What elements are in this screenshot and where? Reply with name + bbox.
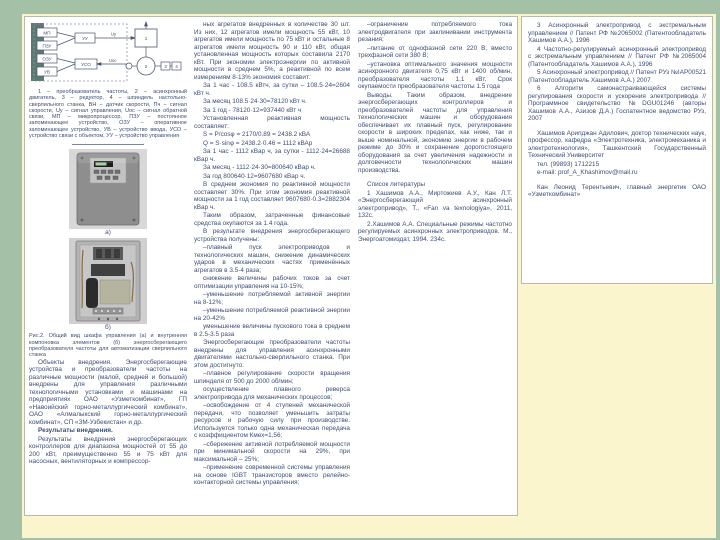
paragraph: 5 Асинхронный электропривод // Патент РУз №IAP00521 (Патентообладатель Хашимов А.А.) 2007: [528, 69, 706, 84]
svg-text:Uос: Uос: [109, 58, 117, 63]
paragraph: –уменьшение потребляемой реактивной энергии на 20-42%: [194, 307, 350, 322]
paragraph: тел. (99893) 1712215: [537, 160, 600, 168]
paragraph: уменьшение величины пускового тока в среднем в 2.5-3.5 раза: [194, 323, 350, 338]
photo-cabinet-closed: [69, 149, 147, 229]
paragraph: Q = S·sinφ = 2438.2·0.46 = 1112 кВАр: [203, 139, 313, 147]
svg-text:2: 2: [144, 64, 148, 69]
photo-cabinet-open: [69, 238, 147, 324]
photo-b-wrap: [29, 238, 187, 324]
svg-text:4: 4: [175, 64, 178, 69]
paragraph: –ограничение потребляемого тока электродвигателя при заклинивании инструмента резания;: [358, 21, 512, 43]
paragraph: снижение величины рабочих токов за счет оптимизации управления на 10-15%;: [194, 275, 350, 290]
photo-b-label: б): [105, 324, 111, 332]
paragraph: За месяц - 1112·24·30=800640 кВар ч.: [203, 164, 316, 171]
control-blocks: [75, 33, 97, 69]
svg-text:УУ: УУ: [82, 36, 88, 41]
paragraph: –сбережение активной потребляемой мощности при минимальной скорости на 29%, при максимальной – 25%;: [194, 440, 350, 463]
svg-text:МП: МП: [43, 30, 51, 36]
column-1-text: [29, 359, 187, 466]
signal-labels: [109, 32, 117, 64]
photo-a-wrap: [29, 149, 187, 229]
paragraph: Кан Леонид Терентьевич, главный энергетик ОАО «Узметкомбинат»: [528, 183, 706, 198]
paragraph: За месяц 108.5·24·30=78120 кВт ч.: [203, 98, 307, 105]
paragraph: [528, 178, 706, 183]
divider-line: [72, 144, 144, 145]
column-3: [358, 21, 512, 511]
page-left: [24, 16, 518, 516]
column-2: [194, 21, 350, 511]
paragraph: 6 Алгоритм самонастраивающейся системы регулирования скорости и ускорения электропривода // Программное свидетельство №DGU01246 (авторы Хашимов А.А., Азизов Д.А.) Госпатентное ведомство РУз, 2007: [528, 85, 706, 122]
figure2-caption: Рис.2. Общий вид шкафа управления (а) и внутренняя компоновка элементов (б) энергосберегающего преобразователя частоты для автоматизации сверлильного станка: [29, 333, 187, 359]
paragraph: За 1 час - 108.5 кВтч, за сутки – 108.5·24=2604 кВт ч.: [194, 82, 350, 97]
paragraph: 4 Частотно-регулируемый асинхронный электропривод с экстремальным управлением // Патент РФ №2065004 (Патентообладатель Хашимов А.А.), 1996: [528, 45, 706, 68]
paragraph: –применение современной системы управления на основе IGBT транзисторов вместо релейно-контакторной системы управления;: [194, 464, 350, 486]
paragraph: Результаты внедрения.: [38, 427, 113, 435]
paragraph: [358, 175, 512, 180]
paragraph: [528, 124, 706, 129]
svg-text:УВ: УВ: [44, 69, 50, 75]
paragraph: осуществление плавного реверса электропривода для механических процессов;: [194, 386, 350, 401]
paragraph: 2.Хашимов А.А. Специальные режимы частотно регулируемых асинхронных электроприводов. М., Энергоатомиздат, 1994. 234с.: [358, 220, 512, 243]
paragraph: Таким образом, затраченные финансовые средства окупаются за 1.4 года.: [194, 212, 350, 227]
paragraph: 3 Асинхронный электропривод с экстремальным управлением // Патент РФ №2065002 (Патентообладатель Хашимов А.А.), 1996: [528, 22, 706, 44]
paragraph: –установка оптимального значения мощности асинхронного двигателя 0,75 кВт и 1400 об/мин, преобразователя частоты 1,1 кВт. Срок окупаемости преобразователя частоты 1.5 года: [358, 60, 512, 90]
paragraph: S = P/cosφ = 2170/0.89 = 2438.2 кВА: [203, 131, 311, 138]
paragraph: Установленная реактивная мощность составляет:: [194, 115, 350, 130]
paragraph: За 1 год - 78120·12=937440 кВт ч: [203, 106, 302, 114]
column-1: [29, 21, 187, 511]
paragraph: Список литературы: [367, 181, 425, 188]
paragraph: За год 800640·12=9607680 кВар ч.: [203, 172, 306, 180]
paragraph: В среднем экономия по реактивной мощности составляет 30%. При этом экономия реактивной мощности за 1 год составляет 9607680·0.3=2882304 кВар ч.: [194, 181, 350, 211]
figure1-caption: 1 – преобразователь частоты, 2 – асинхронный двигатель, 3 – редуктор, 4 – шпиндель настольно-сверлильного станка, ВН – датчик скорости, Пч – сигнал скорости, Uу – сигнал управления, Uос – сигнал обратной связи, МП – микропроцессор, ПЗУ – постоянное запоминающее устройство, ОЗУ – оперативное запоминающее устройство, УВ – устройство ввода, УСО – устройство связи с объектом, УУ – устройство управления: [29, 89, 187, 140]
svg-text:1: 1: [144, 36, 148, 41]
paragraph: e-mail: prof_A_Khashimov@mail.ru: [537, 169, 638, 176]
right-page-text: [528, 22, 706, 199]
page-right: [521, 16, 713, 284]
paragraph: Объекты внедрения. Энергосберегающие устройства и преобразователи частоты на различные мощности (малой, средней и большой) внедрены для управления различными технологичными установками и машинами на предприятиях ОАО «Узметкомбинат», ГП «Навоийский горно-металлургический комбинат», ОАО «Алмалыкский горно-металлургический комбинат», СП «ЗМ-Узбекистан» и др.: [29, 358, 187, 426]
column-3-text: [358, 21, 512, 243]
figure1-block-diagram: [31, 21, 185, 87]
column-2-text: [194, 21, 350, 487]
paragraph: –уменьшение потребляемой активной энергии на 8-12%;: [194, 291, 350, 306]
svg-text:ПЗУ: ПЗУ: [42, 43, 52, 49]
paragraph: ных агрегатов внедренных в количестве 30 шт. Из них, 12 агрегатов имели мощность 55 кВт, 10 агрегатов имели мощность по 75 кВт и остальные 8 агрегатов имели мощность 90 и 110 кВт, общая установленная мощность которых составила 2170 кВт. При экономии электроэнергии по активной мощности в среднем 5%, а реактивной по всем измерениям 8-13% экономия составит:: [194, 21, 350, 81]
svg-text:3: 3: [164, 64, 167, 69]
paragraph: За 1 час - 1112 кВар ч, за сутки - 1112·24=26688 кВар ч.: [194, 148, 350, 163]
power-blocks: [126, 29, 181, 75]
paragraph: –питание от однофазной сети 220 В, вместо трехфазной сети 380 В;: [358, 44, 512, 59]
svg-text:УСО: УСО: [81, 62, 91, 67]
svg-text:Uу: Uу: [111, 31, 117, 37]
svg-text:ОЗУ: ОЗУ: [42, 56, 52, 62]
paragraph: В результате внедрения энергосберегающего устройства получены:: [194, 228, 350, 243]
paragraph: 1 Хашимов А.А., Миртожиев А.У., Кан Л.Т. «Энергосберегающий асинхронный электропривод», Т., «Fan va texnologiya», 2011, 132с.: [358, 189, 512, 219]
paragraph: Выводы. Таким образом, внедрение энергосберегающих контроллеров и преобразователей частоты для управления технологических машин и оборудования обеспечивает их плавный пуск, регулирование скорости в широких пределах, как ниже, так и выше номинальной, экономию энергии в рабочем режиме до 30% и сохранение дорогостоящего оборудования за счет увеличения надежности и долговечности технологических машин производства.: [358, 91, 512, 174]
paragraph: –плавный пуск электроприводов и технологических машин, снижение динамических ударов в механических частях применённых агрегатов в 3.5-4 раза;: [194, 244, 350, 274]
photo-a-label: а): [105, 229, 111, 237]
paragraph: –освобождение от 4 ступеней механической передачи, что позволяет уменьшить затраты ресурсов и рабочую силу при производстве. Используется только одна механическая передача с коэффициентом Кмех=1,56;: [194, 402, 350, 439]
paragraph: Результаты внедрения энергосберегающих контроллеров для диапазона мощностей от 55 до 200 кВт, преимущественно 55 и 75 кВт для насосных, вентиляторных и компрессор-: [29, 435, 187, 466]
paragraph: –плавное регулирование скорости вращения шпинделя от 500 до 2000 об/мин;: [194, 370, 350, 385]
paragraph: Хашимов Арипджан Адилович, доктор технических наук, профессор, кафедра «Электротехника, электромеханика и электротехнология», Ташкентский Государственный Технический Университет: [528, 129, 706, 159]
paragraph: Энергосберегающие преобразователи частоты внедрены для управления асинхронными двигателями настольно-сверлильного станка. При этом достигнуто:: [194, 339, 350, 369]
right-page-column: [528, 22, 706, 278]
